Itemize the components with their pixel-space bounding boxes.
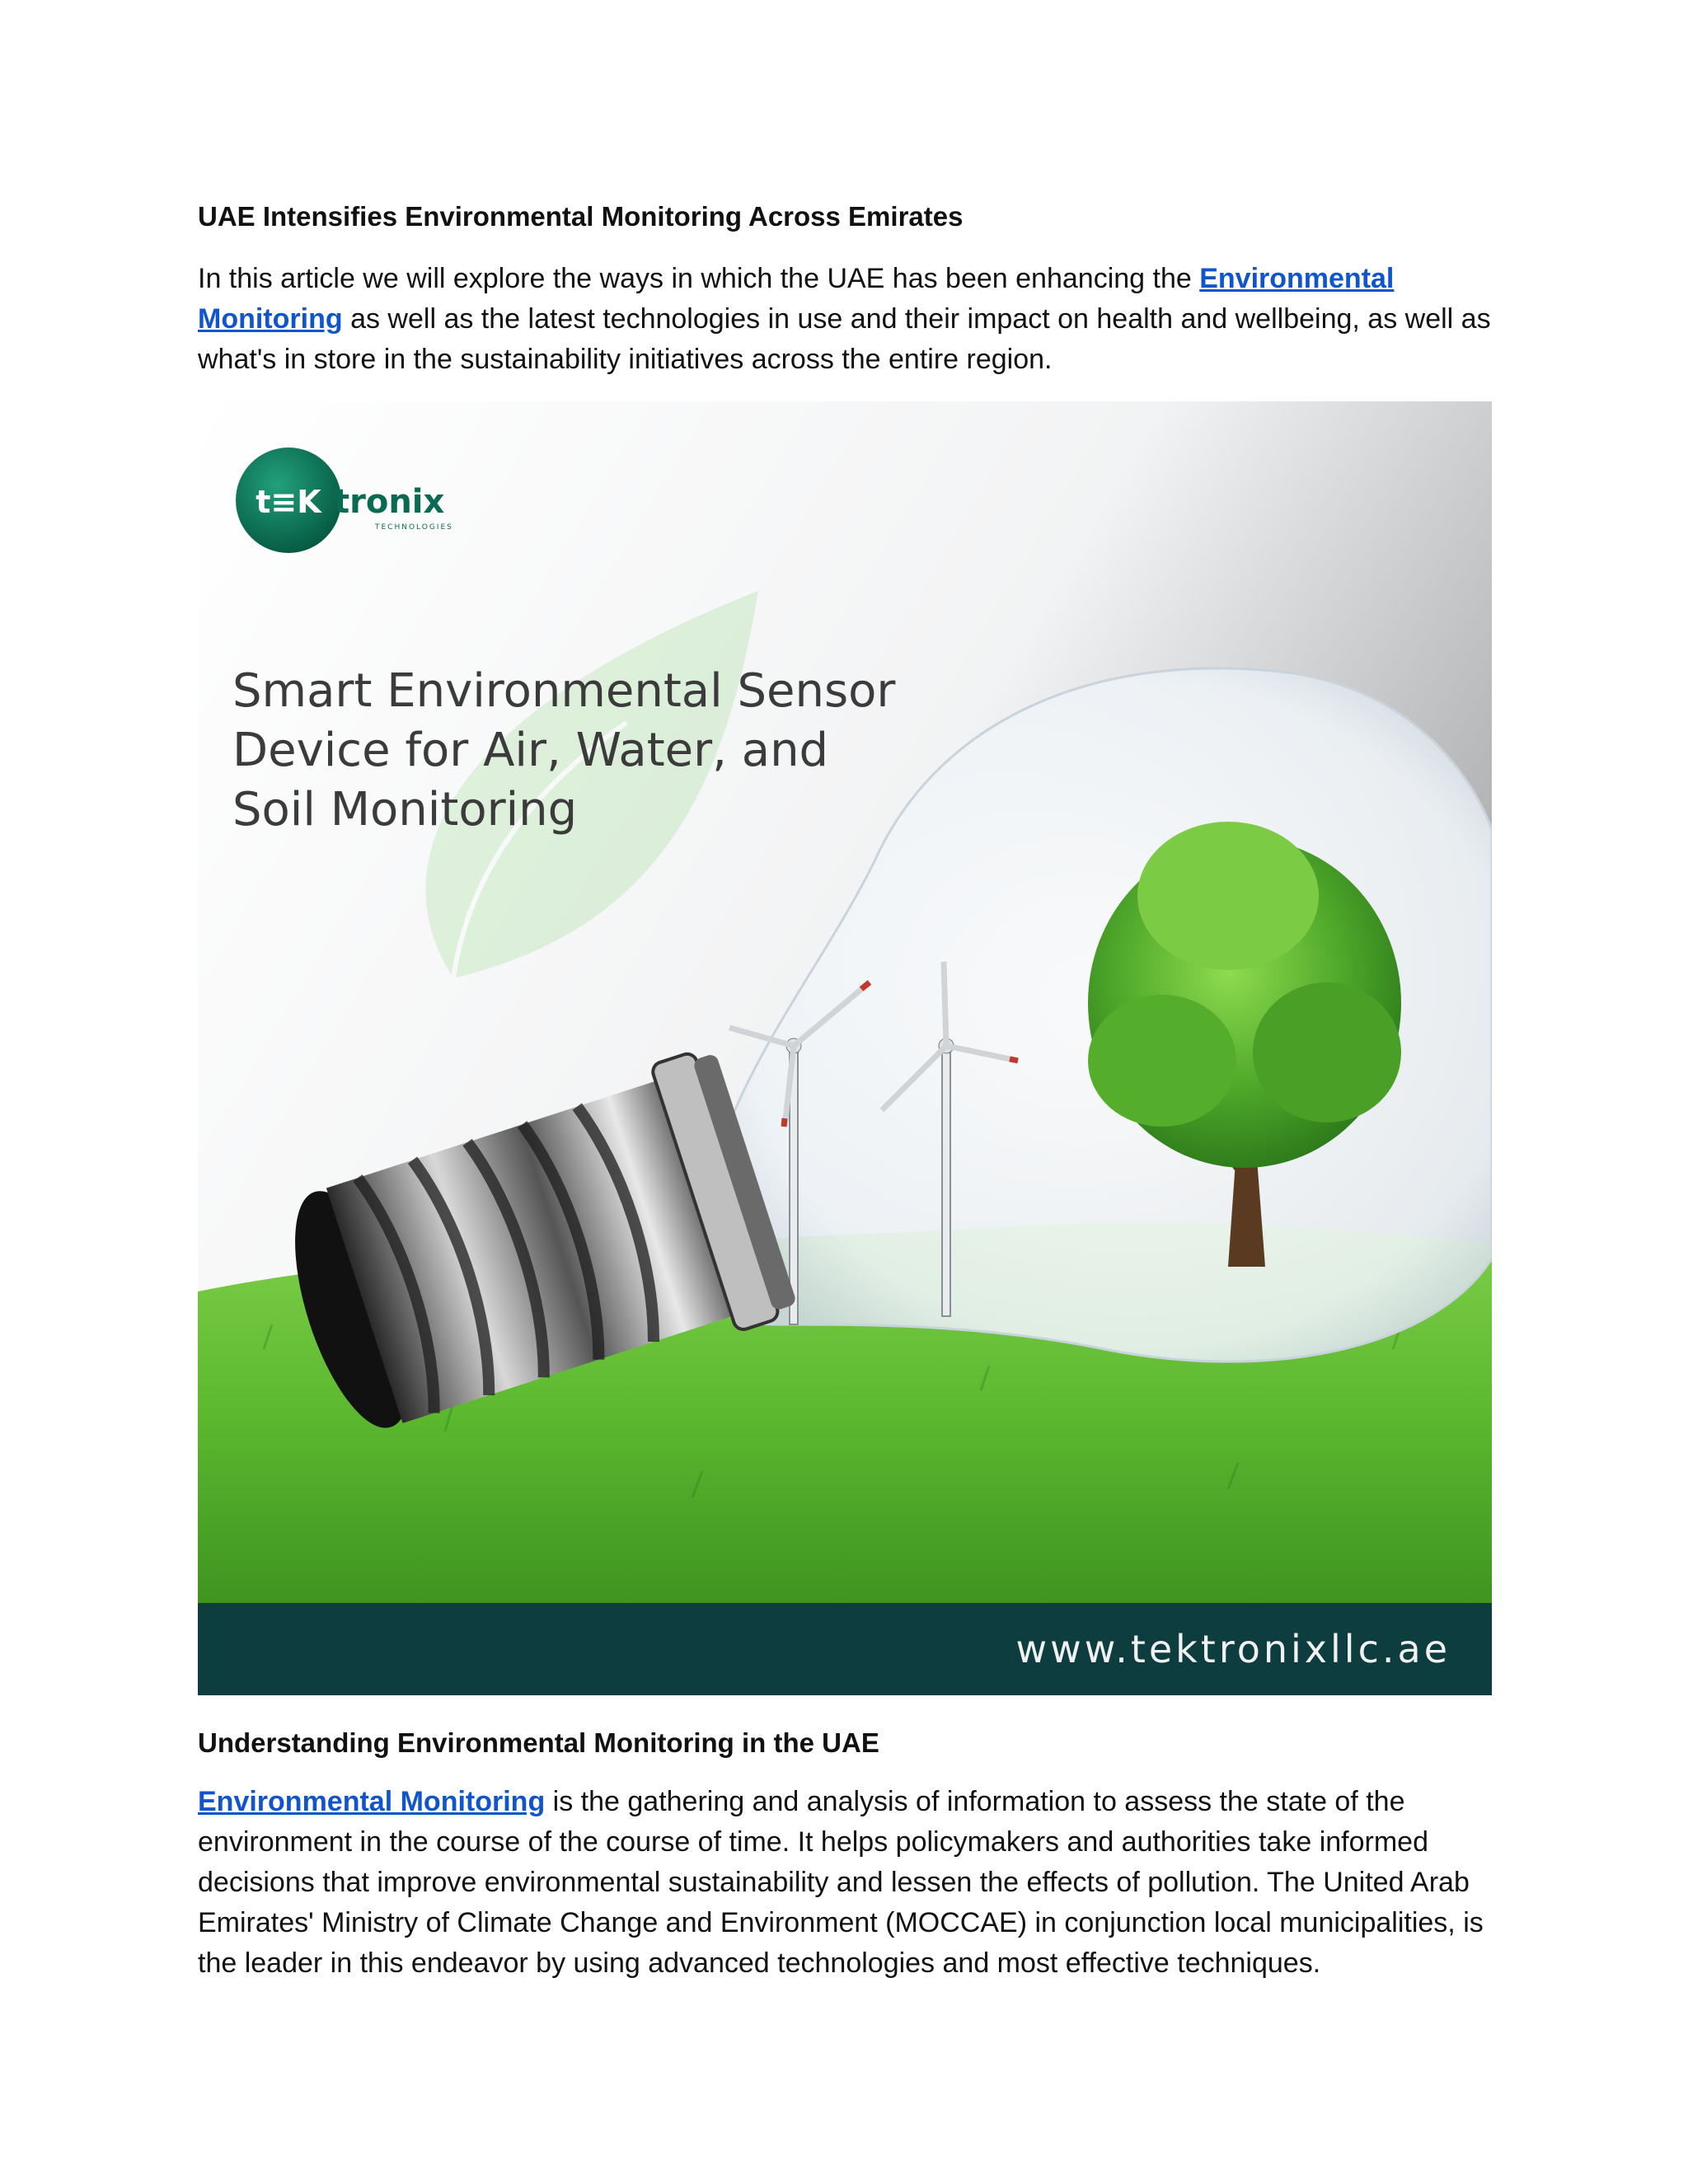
logo-wordmark: tronix	[334, 483, 445, 521]
environmental-monitoring-link-2[interactable]: Environmental Monitoring	[198, 1786, 546, 1817]
banner-website: www.tektronixllc.ae	[1015, 1627, 1451, 1671]
headline-line-2: Device for Air, Water, and	[232, 724, 829, 777]
section-heading: Understanding Environmental Monitoring in the UAE	[198, 1727, 879, 1758]
logo-subtitle: TECHNOLOGIES	[375, 523, 453, 532]
intro-paragraph	[198, 259, 1492, 380]
section-text: is the gathering and analysis of information to assess the state of the environment in the course of the course of time. It helps policymakers and authorities take informed decisions that improve environmental sustainability and lessen the effects of pollution. The United Arab Emirates' Ministry of Climate Change and Environment (MOCCAE) in conjunction local municipalities, is the leader in this endeavor by using advanced technologies and most effective techniques.	[198, 1786, 1484, 1979]
headline-line-3: Soil Monitoring	[232, 783, 578, 837]
section-paragraph	[198, 1782, 1492, 1984]
article-intro	[198, 198, 1492, 380]
banner-image	[198, 401, 1492, 1695]
intro-text-before: In this article we will explore the ways in which the UAE has been enhancing the	[198, 263, 1200, 294]
article-title: UAE Intensifies Environmental Monitoring Across Emirates	[198, 201, 964, 232]
headline-line-1: Smart Environmental Sensor	[232, 664, 896, 718]
logo-mark: t≡K	[256, 484, 321, 520]
intro-text-after: as well as the latest technologies in use and their impact on health and wellbeing, as well as what's in store in the sustainability initiatives across the entire region.	[198, 303, 1491, 375]
environmental-monitoring-link[interactable]: Environmental Monitoring	[198, 263, 1395, 335]
